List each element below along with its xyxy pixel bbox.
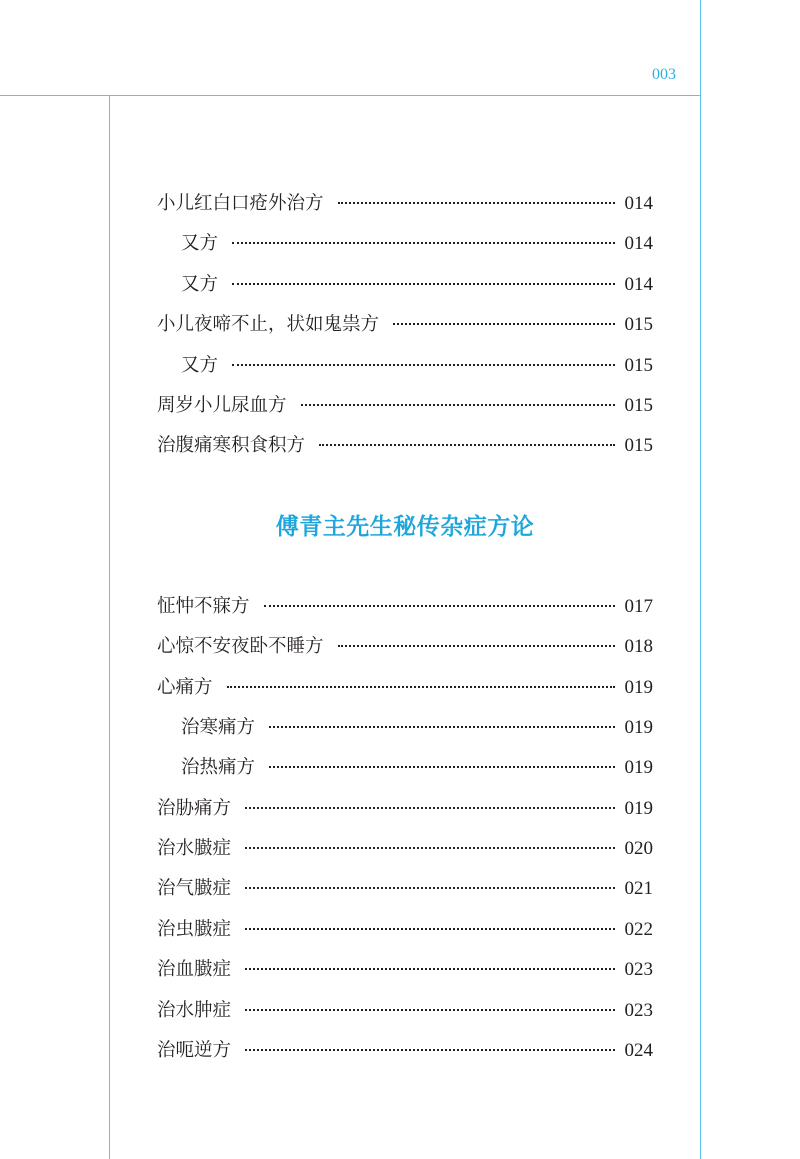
toc-entry[interactable] [157,1031,653,1071]
toc-subentry[interactable] [157,265,653,305]
toc-subentry[interactable] [157,346,653,386]
entry-title: 治气臌症 [157,878,232,900]
toc-entry[interactable] [157,869,653,909]
entry-page-number: 017 [624,595,653,617]
toc-entry[interactable] [157,950,653,990]
dot-leader [232,283,614,285]
toc-entry[interactable] [157,587,653,627]
header-rule [0,95,701,96]
toc-entry[interactable] [157,184,653,224]
entry-title: 治热痛方 [181,757,256,779]
entry-title: 治寒痛方 [181,716,256,738]
entry-title: 又方 [181,354,219,376]
entry-page-number: 015 [624,435,653,457]
entry-page-number: 021 [624,878,653,900]
page-number: 003 [652,66,676,83]
dot-leader [245,968,614,970]
entry-title: 小儿夜啼不止，状如鬼祟方 [157,314,380,336]
dot-leader [319,444,614,446]
entry-title: 治胁痛方 [157,797,232,819]
dot-leader [245,847,614,849]
toc-entry[interactable] [157,386,653,426]
entry-page-number: 014 [624,193,653,214]
right-margin-rule [700,0,701,1159]
toc-entry[interactable] [157,910,653,950]
dot-leader [232,364,614,366]
entry-title: 治血臌症 [157,959,232,981]
table-of-contents [157,184,653,1071]
entry-page-number: 019 [624,797,653,819]
dot-leader [245,887,614,889]
entry-title: 治呃逆方 [157,1040,232,1062]
entry-page-number: 014 [624,273,653,295]
entry-title: 又方 [181,233,219,255]
entry-title: 怔忡不寐方 [157,595,250,617]
toc-entry[interactable] [157,426,653,466]
entry-page-number: 014 [624,233,653,255]
dot-leader [393,323,614,325]
dot-leader [264,605,615,607]
toc-subentry[interactable] [157,224,653,264]
left-margin-rule [109,95,110,1159]
entry-page-number: 015 [624,354,653,376]
entry-title: 治水肿症 [157,999,232,1021]
toc-group-1 [157,184,653,467]
entry-page-number: 024 [624,1040,653,1062]
dot-leader [245,928,614,930]
entry-page-number: 019 [624,716,653,738]
entry-page-number: 019 [624,757,653,779]
dot-leader [301,404,615,406]
toc-entry[interactable] [157,991,653,1031]
toc-entry[interactable] [157,829,653,869]
entry-title: 心痛方 [157,676,213,698]
dot-leader [245,1049,614,1051]
dot-leader [232,242,614,244]
toc-subentry[interactable] [157,708,653,748]
dot-leader [227,686,615,688]
entry-page-number: 022 [624,918,653,940]
entry-title: 治虫臌症 [157,918,232,940]
toc-entry[interactable] [157,305,653,345]
section-heading: 傅青主先生秘传杂症方论 [275,513,535,540]
toc-entry[interactable] [157,627,653,667]
toc-entry[interactable] [157,789,653,829]
dot-leader [338,202,615,204]
entry-title: 心惊不安夜卧不睡方 [157,636,324,658]
toc-subentry[interactable] [157,748,653,788]
entry-page-number: 019 [624,676,653,698]
entry-page-number: 018 [624,636,653,658]
entry-page-number: 015 [624,394,653,416]
entry-title: 治水臌症 [157,838,232,860]
toc-group-2 [157,587,653,1072]
dot-leader [245,807,614,809]
entry-page-number: 023 [624,959,653,981]
toc-entry[interactable] [157,668,653,708]
entry-title: 又方 [181,273,219,295]
entry-page-number: 023 [624,999,653,1021]
entry-title: 小儿红白口疮外治方 [157,193,324,214]
dot-leader [338,645,615,647]
entry-page-number: 015 [624,314,653,336]
entry-title: 治腹痛寒积食积方 [157,435,306,457]
entry-page-number: 020 [624,838,653,860]
entry-title: 周岁小儿尿血方 [157,394,287,416]
dot-leader [245,1009,614,1011]
dot-leader [269,766,614,768]
dot-leader [269,726,614,728]
